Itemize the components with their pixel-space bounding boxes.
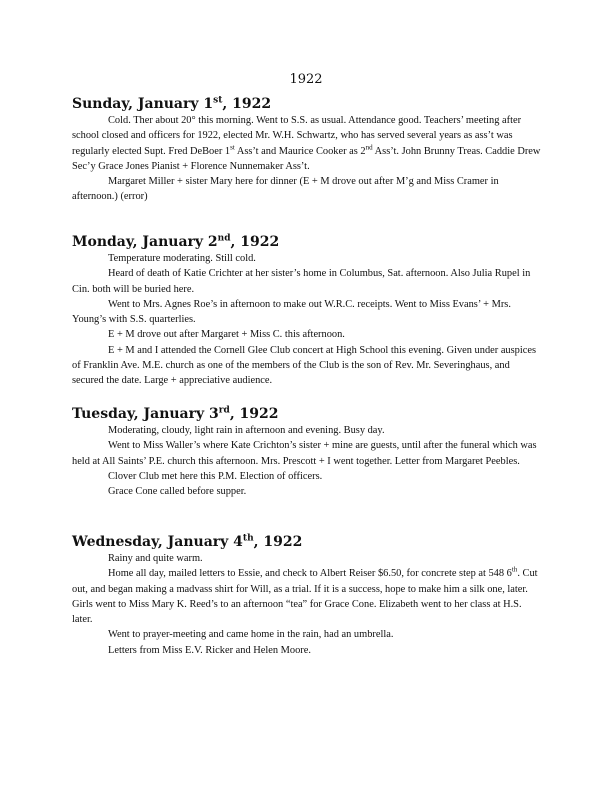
entry-paragraph	[72, 484, 542, 499]
entry-year: , 1922	[229, 406, 279, 422]
diary-entry-jan-2	[72, 233, 542, 389]
entry-paragraph	[72, 551, 542, 566]
entry-paragraph	[72, 643, 542, 658]
entry-year: , 1922	[253, 534, 303, 550]
text-run: Ass’t. John Brunny Treas. Caddie Drew Sec’y Grace Jones Pianist + Florence Nunnemaker Ass’t.	[72, 145, 541, 172]
entry-ordinal: rd	[218, 405, 230, 416]
entry-paragraph	[72, 327, 542, 342]
text-run: Heard of death of Katie Crichter at her sister’s home in Columbus, Sat. afternoon. Also Julia Rupel in Cin. both will be buried here.	[72, 268, 531, 295]
diary-entry-jan-4	[72, 533, 542, 658]
text-run: Went to prayer-meeting and came home in the rain, had an umbrella.	[108, 629, 394, 641]
entry-paragraph	[72, 174, 542, 205]
text-run: E + M drove out after Margaret + Miss C. this afternoon.	[108, 329, 345, 341]
entry-body	[72, 113, 542, 205]
entry-paragraph	[72, 423, 542, 438]
entry-paragraph	[72, 566, 542, 627]
entry-body	[72, 423, 542, 499]
text-run: E + M and I attended the Cornell Glee Club concert at High School this evening. Given under auspices of Franklin Ave. M.E. church as one of the members of the Club is the son of Rev. Mr. Severinghaus, and secured the date. Large + appreciative audience.	[72, 344, 537, 387]
ordinal-superscript: st	[230, 143, 235, 152]
text-run: Home all day, mailed letters to Essie, and check to Albert Reiser $6.50, for concrete step at 548 6	[108, 568, 512, 580]
entry-paragraph	[72, 469, 542, 484]
entry-ordinal: st	[213, 95, 223, 106]
text-run: Clover Club met here this P.M. Election of officers.	[108, 470, 323, 482]
text-run: Temperature moderating. Still cold.	[108, 253, 256, 264]
entry-year: , 1922	[222, 96, 272, 112]
text-run: Grace Cone called before supper.	[108, 486, 247, 498]
entry-paragraph	[72, 627, 542, 642]
entry-year: , 1922	[230, 234, 280, 250]
text-run: Went to Mrs. Agnes Roe’s in afternoon to make out W.R.C. receipts. Went to Miss Evans’ + Mrs. Young’s with S.S. quarterlies.	[72, 298, 511, 326]
diary-entry-jan-3	[72, 405, 542, 499]
diary-entry-jan-1	[72, 95, 542, 205]
entry-heading	[72, 405, 542, 423]
text-run: Letters from Miss E.V. Ricker and Helen Moore.	[108, 644, 311, 656]
entry-heading	[72, 533, 542, 551]
text-run: Margaret Miller + sister Mary here for dinner (E + M drove out after M’g and Miss Cramer in afternoon.) (error)	[72, 176, 499, 203]
entry-ordinal: nd	[217, 233, 231, 244]
text-run: Moderating, cloudy, light rain in afternoon and evening. Busy day.	[108, 425, 385, 436]
ordinal-superscript: nd	[365, 143, 373, 152]
entry-paragraph	[72, 438, 542, 469]
entry-heading	[72, 233, 542, 251]
entry-paragraph	[72, 343, 542, 389]
text-run: . Cut out, and began making a madvass shirt for Will, as a trial. If it is a success, hope to make him a silk one, later. Girls went to Miss Mary K. Reed’s to an afternoon “tea” for Grace Cone. Elizabeth went to her class at H.S. later.	[72, 568, 538, 626]
ordinal-superscript: th	[511, 565, 518, 574]
entry-heading	[72, 95, 542, 113]
entry-body	[72, 251, 542, 389]
entry-ordinal: th	[242, 533, 254, 544]
text-run: Rainy and quite warm.	[108, 553, 203, 564]
entry-paragraph	[72, 113, 542, 174]
text-run: Went to Miss Waller’s where Kate Crichton’s sister + mine are guests, until after the funeral which was held at All Saints’ P.E. church this afternoon. Mrs. Prescott + I went together. Letter from Margaret Peebles.	[72, 440, 537, 467]
entry-body	[72, 551, 542, 658]
entry-paragraph	[72, 266, 542, 297]
entry-day: Wednesday, January 4	[72, 534, 243, 550]
text-run: Ass’t and Maurice Cooker as 2	[234, 145, 366, 157]
entry-paragraph	[72, 297, 542, 328]
entry-day: Tuesday, January 3	[72, 406, 219, 422]
page-year-title: 1922	[289, 72, 323, 87]
entry-paragraph	[72, 251, 542, 266]
text-run: Cold. Ther about 20° this morning. Went to S.S. as usual. Attendance good. Teachers’ meeting after school closed and officers for 1922, elected Mr. W.H. Schwartz, who has served several years as ass’t was regularly elected Supt. Fred DeBoer 1	[72, 115, 522, 157]
entry-day: Monday, January 2	[72, 234, 218, 250]
entry-day: Sunday, January 1	[72, 96, 214, 112]
